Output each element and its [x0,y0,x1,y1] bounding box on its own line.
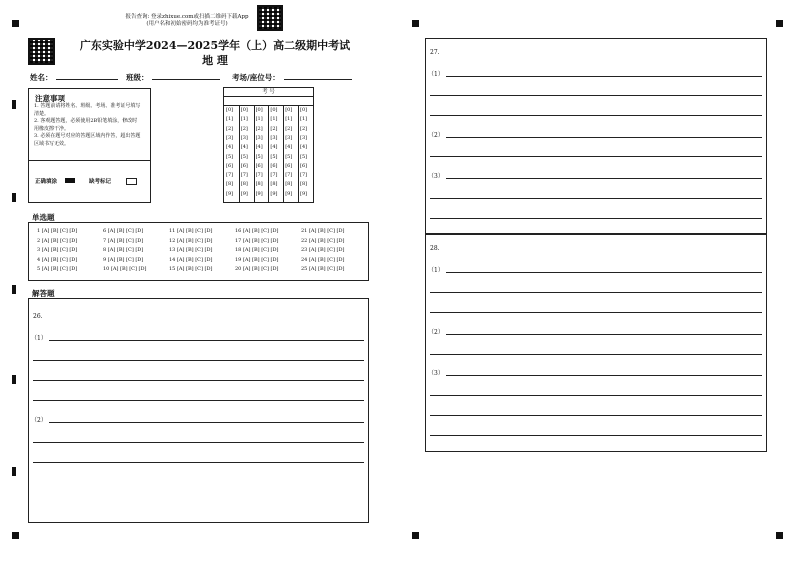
exam-digit-bubble[interactable]: [8] [255,181,263,188]
mcq-question-bubbles[interactable]: 15 [A] [B] [C] [D] [169,266,213,272]
report-query-line: 报告查询: 登录zhixue.com或扫描二维码下载App [125,14,249,20]
mcq-question-bubbles[interactable]: 6 [A] [B] [C] [D] [103,228,144,234]
q27-answer-box [425,38,767,234]
exam-digit-bubble[interactable]: [9] [226,190,234,197]
q28-answer-box [425,234,767,452]
answer-line[interactable] [49,422,364,423]
exam-digit-bubble[interactable]: [6] [255,162,263,169]
timing-mark [12,100,16,109]
mcq-question-bubbles[interactable]: 16 [A] [B] [C] [D] [235,228,279,234]
exam-digit-bubble[interactable]: [6] [285,162,293,169]
answer-line[interactable] [446,334,762,335]
notice-item: 3. 必须在题号对应的答题区域内作答，超出答题区域书写无效。 [34,133,141,147]
answer-line[interactable] [430,312,762,313]
exam-digit-bubble[interactable]: [6] [300,162,308,169]
grid-divider [254,106,255,202]
timing-mark [12,285,16,294]
report-query-note: (用户名和初始密码均为准考证号) [146,21,228,27]
exam-digit-bubble[interactable]: [5] [285,153,293,160]
mcq-question-bubbles[interactable]: 9 [A] [B] [C] [D] [103,256,144,263]
exam-digit-bubble[interactable]: [2] [255,125,263,132]
timing-mark [412,532,419,539]
q26-part1-label: （1） [31,335,47,342]
q27-part1-label: （1） [428,71,444,78]
mcq-question-bubbles[interactable]: 21 [A] [B] [C] [D] [301,228,345,234]
timing-mark [776,20,783,27]
mcq-question-bubbles[interactable]: 3 [A] [B] [C] [D] [37,247,78,253]
mcq-question-bubbles[interactable]: 13 [A] [B] [C] [D] [169,247,213,253]
q28-part3-label: （3） [428,370,444,377]
exam-digit-bubble[interactable]: [0] [255,107,263,113]
notice-box [28,88,151,203]
exam-digit-bubble[interactable]: [3] [226,134,234,141]
notice-list [34,103,142,148]
exam-digit-bubble[interactable]: [9] [240,190,248,197]
mcq-question-bubbles[interactable]: 22 [A] [B] [C] [D] [301,237,345,244]
exam-digit-bubble[interactable]: [1] [285,116,293,123]
q28-number: 28. [430,245,440,252]
exam-digit-bubble[interactable]: [4] [285,144,293,151]
exam-digit-bubble[interactable]: [8] [240,181,248,188]
qr-code-icon [28,38,55,65]
exam-number-write-row[interactable] [224,97,313,106]
answer-line[interactable] [33,360,364,361]
grid-divider [268,106,269,202]
exam-digit-bubble[interactable]: [1] [240,116,248,123]
exam-digit-bubble[interactable]: [6] [270,162,278,169]
exam-title: 广东实验中学2024—2025学年（上）高二级期中考试 [79,39,351,52]
q26-number: 26. [33,313,43,320]
exam-digit-bubble[interactable]: [5] [255,153,263,160]
exam-digit-bubble[interactable]: [9] [300,190,308,197]
answer-section-title: 解答题 [32,289,55,298]
exam-digit-bubble[interactable]: [0] [226,107,234,113]
answer-line[interactable] [430,115,762,116]
exam-digit-bubble[interactable]: [4] [300,144,308,151]
grid-divider [298,106,299,202]
answer-line[interactable] [430,218,762,219]
answer-line[interactable] [430,156,762,157]
exam-digit-bubble[interactable]: [7] [270,172,278,179]
mcq-question-bubbles[interactable]: 19 [A] [B] [C] [D] [235,256,279,263]
exam-digit-bubble[interactable]: [0] [285,107,293,113]
mcq-question-bubbles[interactable]: 1 [A] [B] [C] [D] [37,228,78,234]
grid-divider [283,106,284,202]
mcq-section-title: 单选题 [32,213,55,222]
exam-digit-bubble[interactable]: [0] [300,107,308,113]
answer-line[interactable] [446,76,762,77]
exam-digit-bubble[interactable]: [5] [300,153,308,160]
exam-digit-bubble[interactable]: [8] [270,181,278,188]
name-label: 姓名： [30,73,53,82]
exam-digit-bubble[interactable]: [7] [226,172,234,179]
mcq-question-bubbles[interactable]: 5 [A] [B] [C] [D] [37,266,78,272]
exam-digit-bubble[interactable]: [3] [240,134,248,141]
timing-mark [12,532,19,539]
mcq-box [28,222,369,281]
exam-digit-bubble[interactable]: [2] [300,125,308,132]
answer-line[interactable] [430,354,762,355]
name-field[interactable] [56,79,118,80]
qr-code-icon [257,5,283,31]
answer-line[interactable] [430,415,762,416]
exam-digit-bubble[interactable]: [4] [255,144,263,151]
seat-field[interactable] [284,79,352,80]
timing-mark [12,467,16,476]
mcq-grid [37,228,367,278]
divider [29,160,150,161]
exam-digit-bubble[interactable]: [0] [270,107,278,113]
exam-number-title: 考 号 [224,88,313,97]
answer-line[interactable] [446,272,762,273]
seat-label: 考场/座位号： [232,73,280,82]
exam-digit-bubble[interactable]: [6] [240,162,248,169]
exam-digit-bubble[interactable]: [0] [240,107,248,113]
exam-digit-bubble[interactable]: [2] [285,125,293,132]
class-field[interactable] [152,79,220,80]
answer-line[interactable] [33,462,364,463]
exam-digit-bubble[interactable]: [7] [285,172,293,179]
answer-line[interactable] [430,435,762,436]
mcq-question-bubbles[interactable]: 17 [A] [B] [C] [D] [235,237,279,244]
mcq-question-bubbles[interactable]: 18 [A] [B] [C] [D] [235,247,279,253]
exam-digit-bubble[interactable]: [4] [226,144,234,151]
mcq-question-bubbles[interactable]: 11 [A] [B] [C] [D] [169,228,213,234]
absent-mark-label: 缺考标记 [89,179,112,185]
exam-digit-bubble[interactable]: [4] [270,144,278,151]
exam-digit-bubble[interactable]: [5] [226,153,234,160]
exam-digit-bubble[interactable]: [7] [300,172,308,179]
filled-sample-icon [65,178,75,183]
exam-digit-bubble[interactable]: [3] [255,134,263,141]
q27-part2-label: （2） [428,132,444,139]
answer-line[interactable] [430,198,762,199]
timing-mark [12,375,16,384]
exam-digit-bubble[interactable]: [2] [226,125,234,132]
answer-line[interactable] [33,380,364,381]
q27-number: 27. [430,49,440,56]
exam-digit-bubble[interactable]: [8] [300,181,308,188]
exam-digit-bubble[interactable]: [2] [270,125,278,132]
exam-digit-bubble[interactable]: [9] [270,190,278,197]
timing-mark [12,193,16,202]
exam-digit-bubble[interactable]: [3] [270,134,278,141]
timing-mark [776,532,783,539]
answer-line[interactable] [446,375,762,376]
notice-item: 2. 客观题答题，必须使用2B铅笔填涂，修改时用橡皮擦干净。 [34,118,138,132]
mcq-question-bubbles[interactable]: 12 [A] [B] [C] [D] [169,237,213,244]
exam-digit-bubble[interactable]: [1] [300,116,308,123]
exam-digit-bubble[interactable]: [2] [240,125,248,132]
mcq-question-bubbles[interactable]: 10 [A] [B] [C] [D] [103,266,147,272]
q26-part2-label: （2） [31,417,47,424]
exam-digit-bubble[interactable]: [3] [300,134,308,141]
mcq-question-bubbles[interactable]: 20 [A] [B] [C] [D] [235,266,279,272]
exam-digit-bubble[interactable]: [5] [270,153,278,160]
exam-digit-bubble[interactable]: [1] [270,116,278,123]
mcq-question-bubbles[interactable]: 23 [A] [B] [C] [D] [301,247,345,253]
exam-digit-bubble[interactable]: [1] [226,116,234,123]
mcq-question-bubbles[interactable]: 2 [A] [B] [C] [D] [37,237,78,244]
answer-line[interactable] [446,178,762,179]
mcq-question-bubbles[interactable]: 14 [A] [B] [C] [D] [169,256,213,263]
mcq-question-bubbles[interactable]: 25 [A] [B] [C] [D] [301,266,345,272]
exam-digit-bubble[interactable]: [1] [255,116,263,123]
timing-mark [412,20,419,27]
subject-title: 地 理 [202,54,228,67]
q28-part2-label: （2） [428,329,444,336]
absent-mark-checkbox[interactable] [126,178,137,185]
mcq-question-bubbles[interactable]: 24 [A] [B] [C] [D] [301,256,345,263]
answer-line[interactable] [33,442,364,443]
exam-number-bubbles [224,106,313,202]
exam-digit-bubble[interactable]: [7] [240,172,248,179]
grid-divider [239,106,240,202]
exam-digit-bubble[interactable]: [8] [285,181,293,188]
q26-answer-box [28,298,369,523]
exam-digit-bubble[interactable]: [8] [226,181,234,188]
answer-line[interactable] [49,340,364,341]
exam-digit-bubble[interactable]: [3] [285,134,293,141]
notice-title: 注意事项 [35,94,65,103]
exam-digit-bubble[interactable]: [4] [240,144,248,151]
correct-fill-label: 正确填涂 [35,179,58,185]
exam-digit-bubble[interactable]: [9] [285,190,293,197]
answer-line[interactable] [446,137,762,138]
notice-item: 1. 答题前请将姓名、班级、考场、准考证号填写清楚。 [34,103,141,117]
mcq-question-bubbles[interactable]: 4 [A] [B] [C] [D] [37,256,78,263]
answer-line[interactable] [430,292,762,293]
answer-line[interactable] [430,95,762,96]
exam-number-grid [223,87,314,203]
exam-digit-bubble[interactable]: [9] [255,190,263,197]
class-label: 班级： [126,73,149,82]
answer-line[interactable] [430,395,762,396]
timing-mark [12,20,19,27]
exam-digit-bubble[interactable]: [7] [255,172,263,179]
exam-digit-bubble[interactable]: [5] [240,153,248,160]
mcq-question-bubbles[interactable]: 7 [A] [B] [C] [D] [103,237,144,244]
q27-part3-label: （3） [428,173,444,180]
q28-part1-label: （1） [428,267,444,274]
answer-line[interactable] [33,400,364,401]
exam-digit-bubble[interactable]: [6] [226,162,234,169]
mcq-question-bubbles[interactable]: 8 [A] [B] [C] [D] [103,247,144,253]
